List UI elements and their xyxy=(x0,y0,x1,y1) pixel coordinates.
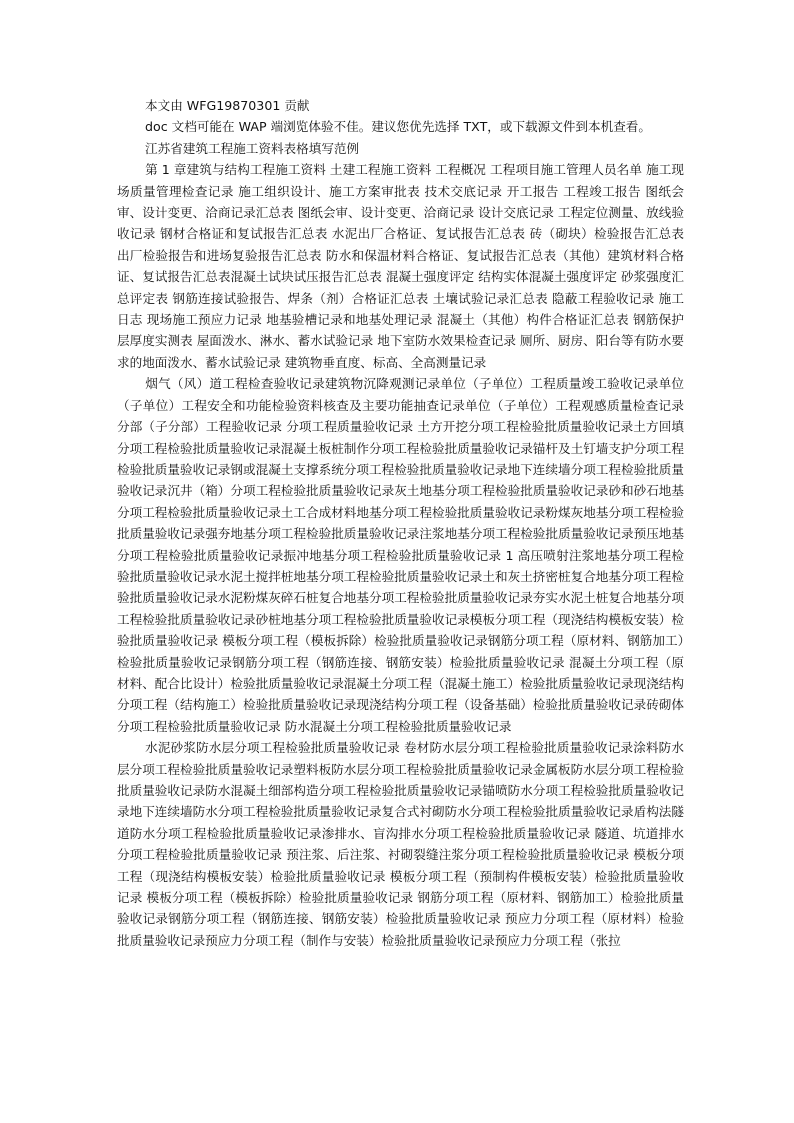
document-title: 江苏省建筑工程施工资料表格填写范例 xyxy=(145,140,360,156)
viewing-notice: doc 文档可能在 WAP 端浏览体验不佳。建议您优先选择 TXT，或下载源文件到本机查看。 xyxy=(145,119,651,135)
paragraph-chapter-1 xyxy=(117,159,684,373)
paragraph-waterproofing-records xyxy=(117,737,684,951)
paragraph-text: 第 1 章建筑与结构工程施工资料 土建工程施工资料 工程概况 工程项目施工管理人员名单 施工现场质量管理检查记录 施工组织设计、施工方案审批表 技术交底记录 开工报告 工程竣工报告 图纸会审、设计变更、洽商记录汇总表 图纸会审、设计变更、洽商记录 设计交底记录 工程定位测量、放线验收记录 钢材合格证和复试报告汇总表 水泥出厂合格证、复试报告汇总表 砖（砌块）检验报告汇总表 出厂检验报告和进场复验报告汇总表 防水和保温材料合格证、复试报告汇总表（其他）建筑材料合格证、复试报告汇总表混凝土试块试压报告汇总表 混凝土强度评定 结构实体混凝土强度评定 砂浆强度汇总评定表 钢筋连接试验报告、焊条（剂）合格证汇总表 土壤试验记录汇总表 隐蔽工程验收记录 施工日志 现场施工预应力记录 地基验槽记录和地基处理记录 混凝土（其他）构件合格证汇总表 钢筋保护层厚度实测表 屋面泼水、淋水、蓄水试验记录 地下室防水效果检查记录 厕所、厨房、阳台等有防水要求的地面泼水、蓄水试验记录 建筑物垂直度、标高、全高测量记录 xyxy=(117,162,684,370)
contributor-line: 本文由 WFG19870301 贡献 xyxy=(145,98,310,113)
paragraph-text: 水泥砂浆防水层分项工程检验批质量验收记录 卷材防水层分项工程检验批质量验收记录涂料防水层分项工程检验批质量验收记录塑料板防水层分项工程检验批质量验收记录金属板防水层分项工程检验批质量验收记录防水混凝土细部构造分项工程检验批质量验收记录锚喷防水分项工程检验批质量验收记录地下连续墙防水分项工程检验批质量验收记录复合式衬砌防水分项工程检验批质量验收记录盾构法隧道防水分项工程检验批质量验收记录渗排水、盲沟排水分项工程检验批质量验收记录 隧道、坑道排水分项工程检验批质量验收记录 预注浆、后注浆、衬砌裂缝注浆分项工程检验批质量验收记录 模板分项工程（现浇结构模板安装）检验批质量验收记录 模板分项工程（预制构件模板安装）检验批质量验收记录 模板分项工程（模板拆除）检验批质量验收记录 钢筋分项工程（原材料、钢筋加工）检验批质量验收记录钢筋分项工程（钢筋连接、钢筋安装）检验批质量验收记录 预应力分项工程（原材料）检验批质量验收记录预应力分项工程（制作与安装）检验批质量验收记录预应力分项工程（张拉 xyxy=(117,740,684,948)
paragraph-inspection-records xyxy=(117,373,684,737)
document-page xyxy=(117,95,684,951)
paragraph-text: 烟气（风）道工程检查验收记录建筑物沉降观测记录单位（子单位）工程质量竣工验收记录单位（子单位）工程安全和功能检验资料核查及主要功能抽查记录单位（子单位）工程观感质量检查记录 分部（子分部）工程验收记录 分项工程质量验收记录 土方开挖分项工程检验批质量验收记录土方回填分项工程检验批质量验收记录混凝土板桩制作分项工程检验批质量验收记录锚杆及土钉墙支护分项工程检验批质量验收记录钢或混凝土支撑系统分项工程检验批质量验收记录地下连续墙分项工程检验批质量验收记录沉井（箱）分项工程检验批质量验收记录灰土地基分项工程检验批质量验收记录砂和砂石地基分项工程检验批质量验收记录土工合成材料地基分项工程检验批质量验收记录粉煤灰地基分项工程检验批质量验收记录强夯地基分项工程检验批质量验收记录注浆地基分项工程检验批质量验收记录预压地基分项工程检验批质量验收记录振冲地基分项工程检验批质量验收记录 1 高压喷射注浆地基分项工程检验批质量验收记录水泥土搅拌桩地基分项工程检验批质量验收记录土和灰土挤密桩复合地基分项工程检验批质量验收记录水泥粉煤灰碎石桩复合地基分项工程检验批质量验收记录夯实水泥土桩复合地基分项工程检验批质量验收记录砂桩地基分项工程检验批质量验收记录模板分项工程（现浇结构模板安装）检验批质量验收记录 模板分项工程（模板拆除）检验批质量验收记录钢筋分项工程（原材料、钢筋加工）检验批质量验收记录钢筋分项工程（钢筋连接、钢筋安装）检验批质量验收记录 混凝土分项工程（原材料、配合比设计）检验批质量验收记录混凝土分项工程（混凝土施工）检验批质量验收记录现浇结构分项工程（结构施工）检验批质量验收记录现浇结构分项工程（设备基础）检验批质量验收记录砖砌体分项工程检验批质量验收记录 防水混凝土分项工程检验批质量验收记录 xyxy=(117,376,684,734)
